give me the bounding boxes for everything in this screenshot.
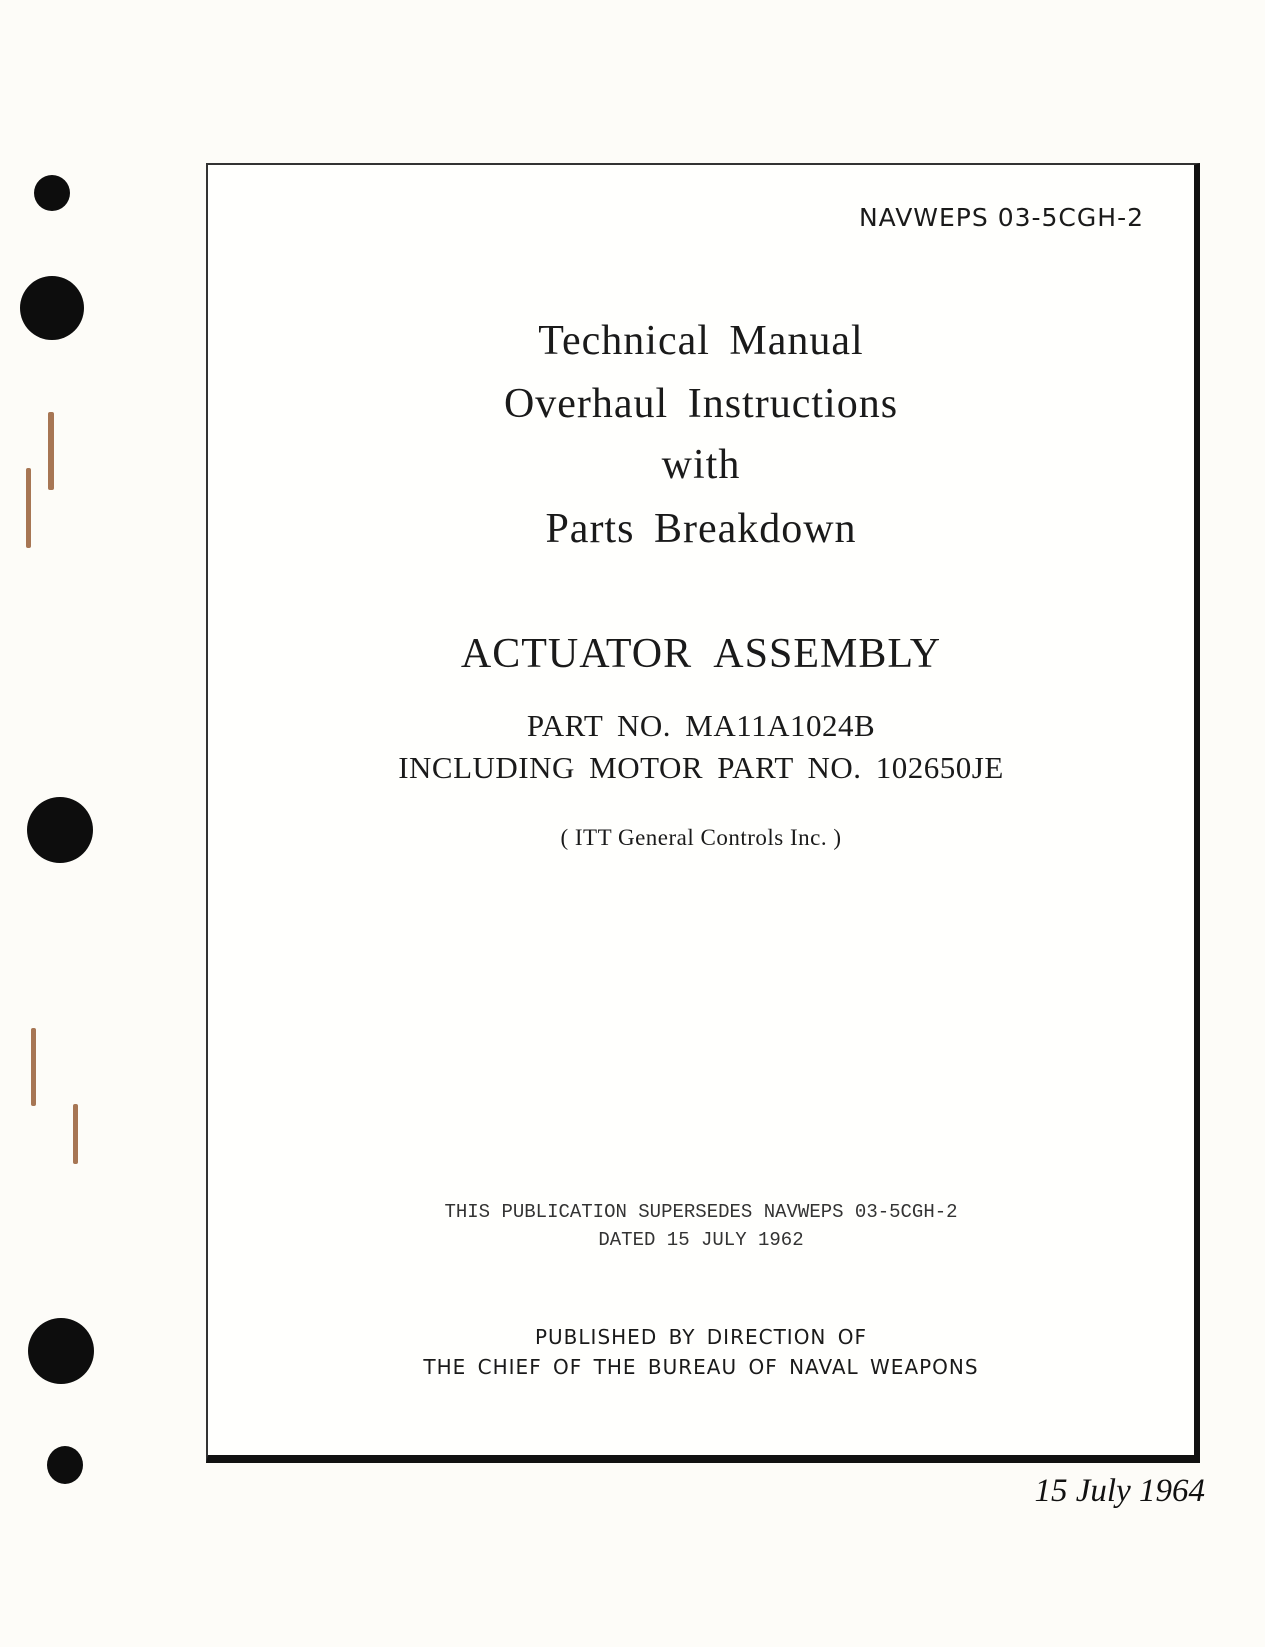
rust-stain <box>48 412 54 490</box>
supersedes-line-2: DATED 15 JULY 1962 <box>598 1229 804 1251</box>
punch-hole <box>20 276 84 340</box>
title-line-2: Overhaul Instructions <box>503 381 899 427</box>
title-line-3: with <box>661 442 741 488</box>
punch-hole <box>28 1318 94 1384</box>
subject-heading: ACTUATOR ASSEMBLY <box>460 631 942 677</box>
rust-stain <box>73 1104 78 1164</box>
part-number: PART NO. MA11A1024B <box>526 708 876 743</box>
manufacturer: ( ITT General Controls Inc. ) <box>560 825 842 850</box>
punch-hole <box>34 175 70 211</box>
title-line-4: Parts Breakdown <box>545 506 857 552</box>
supersedes-line-1: THIS PUBLICATION SUPERSEDES NAVWEPS 03-5CGH-2 <box>444 1201 958 1223</box>
motor-part-number: INCLUDING MOTOR PART NO. 102650JE <box>398 750 1004 785</box>
publication-date: 15 July 1964 <box>1034 1473 1205 1509</box>
punch-hole <box>47 1446 83 1484</box>
title-line-1: Technical Manual <box>538 318 864 364</box>
punch-hole <box>27 797 93 863</box>
rust-stain <box>26 468 31 548</box>
publication-code: NAVWEPS 03-5CGH-2 <box>858 203 1144 232</box>
authority-line-1: PUBLISHED BY DIRECTION OF <box>534 1325 867 1349</box>
authority-line-2: THE CHIEF OF THE BUREAU OF NAVAL WEAPONS <box>423 1355 979 1379</box>
rust-stain <box>31 1028 36 1106</box>
cover-frame <box>206 163 1200 1463</box>
